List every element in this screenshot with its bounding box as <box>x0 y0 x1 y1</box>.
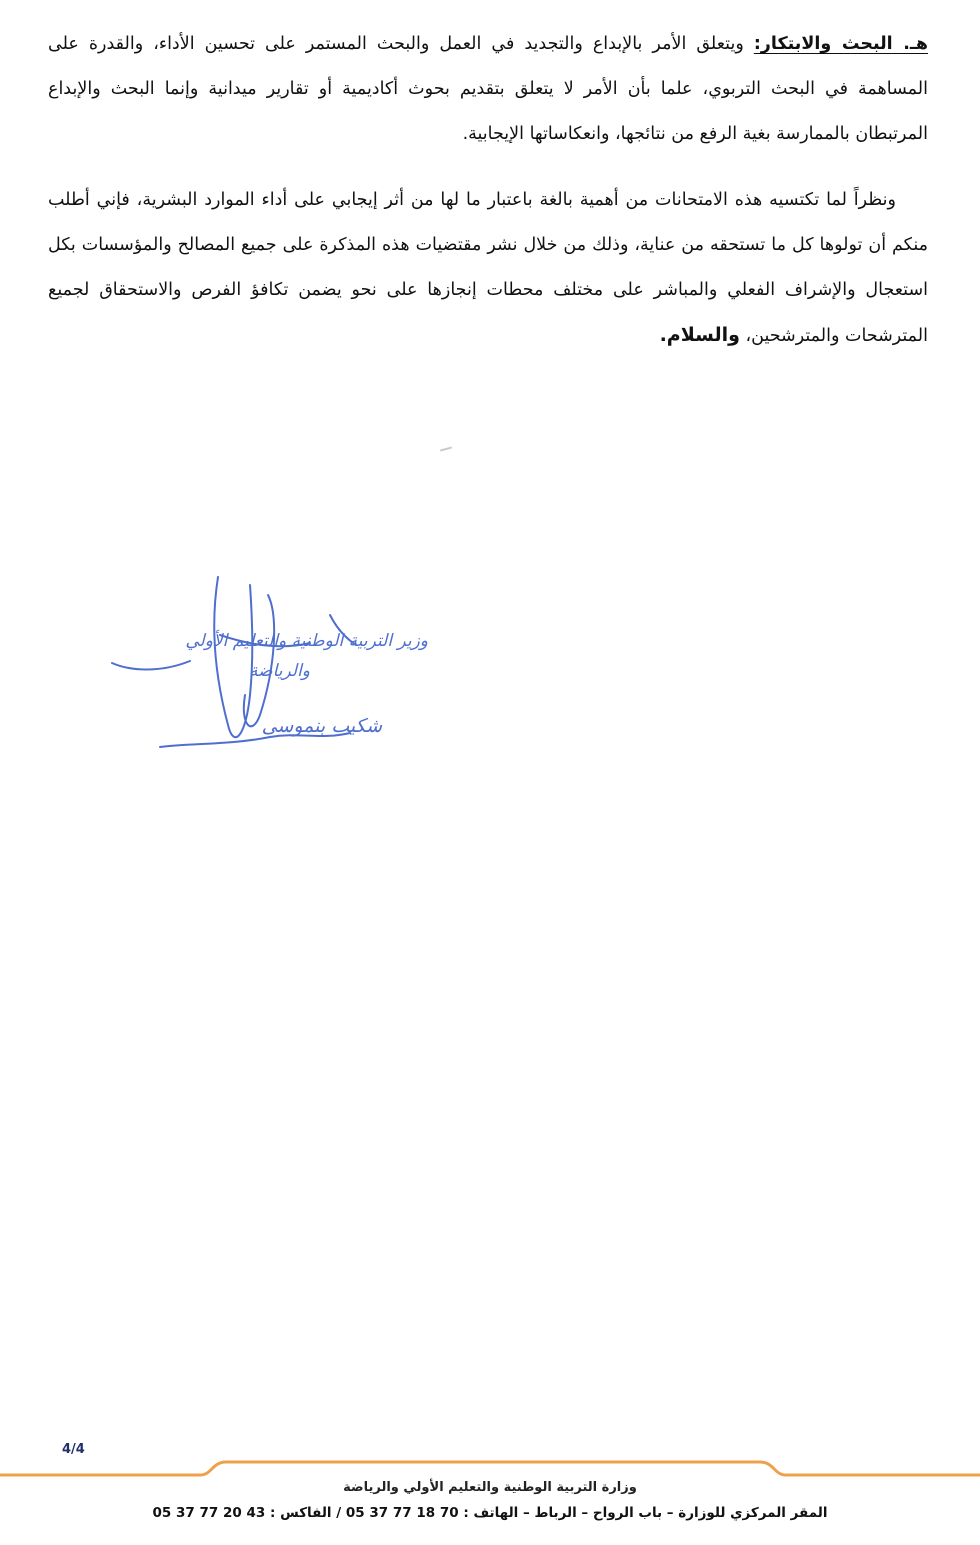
scan-artifact <box>440 446 452 451</box>
signature-title: وزير التربية الوطنية والتعليم الأولي <box>185 631 428 651</box>
section-heading: هـ. البحث والابتكار: <box>753 34 928 54</box>
paragraph-research-innovation <box>48 22 928 157</box>
paragraph-text: ويتعلق الأمر بالإبداع والتجديد في العمل والبحث المستمر على تحسين الأداء، والقدرة على المساهمة في البحث التربوي، علما بأن الأمر لا يتعلق بتقديم بحوث أكاديمية أو تقارير ميدانية وإنما البحث والإبداع المرتبطان بالممارسة بغية الرفع من نتائجها، وانعكاساتها الإيجابية. <box>48 34 928 144</box>
footer-address: المقر المركزي للوزارة – باب الرواح – الرباط – الهاتف : 70 18 77 37 05 / الفاكس : 43 20 77 37 05 <box>152 1505 828 1521</box>
paragraph-instructions <box>48 178 928 359</box>
footer-ministry: وزارة التربية الوطنية والتعليم الأولي والرياضة <box>343 1480 637 1495</box>
page-number: 4/4 <box>62 1442 85 1457</box>
signature-name: شكيب بنموسى <box>261 715 382 737</box>
paragraph-text: ونظراً لما تكتسيه هذه الامتحانات من أهمية بالغة باعتبار ما لها من أثر إيجابي على أداء الموارد البشرية، فإني أطلب منكم أن تولوها كل ما تستحقه من عناية، وذلك من خلال نشر مقتضيات هذه المذكرة على جميع المصالح والمؤسسات بكل استعجال والإشراف الفعلي والمباشر على مختلف محطات إنجازها على نحو يضمن تكافؤ الفرص والاستحقاق لجميع المترشحات والمترشحين، <box>48 190 928 346</box>
closing-salutation: والسلام. <box>659 324 740 346</box>
signature-subtitle: والرياضة <box>249 661 310 681</box>
signature-block <box>100 575 460 775</box>
footer-divider <box>0 1460 980 1480</box>
